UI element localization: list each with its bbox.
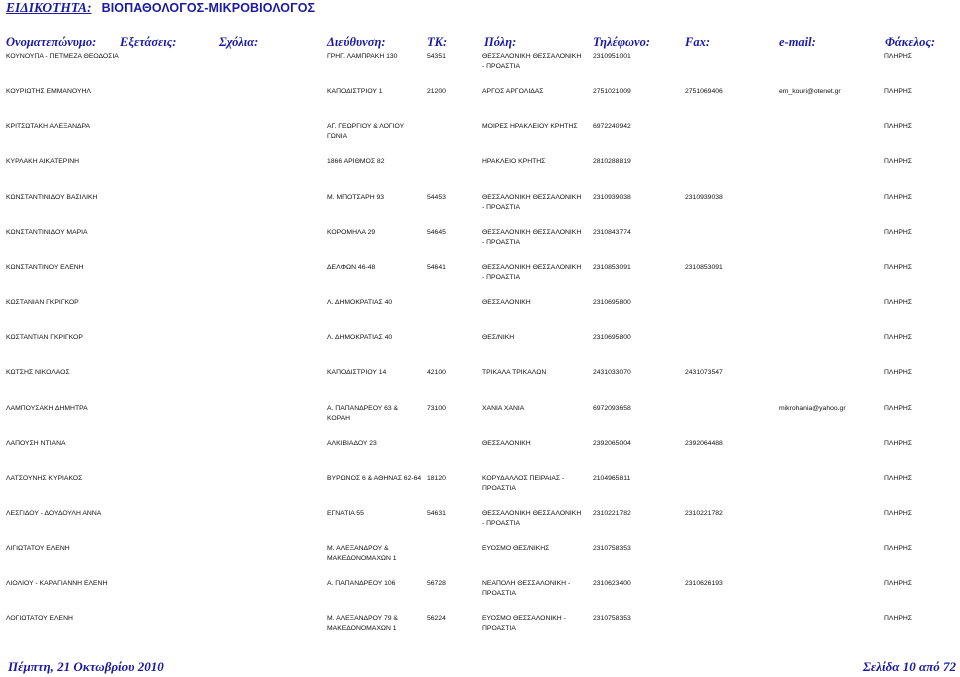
cell-city: ΕΥΟΣΜΟ ΘΕΣΣΑΛΟΝΙΚΗ - ΠΡΟΑΣΤΙΑ [482,615,566,633]
table-row [0,509,960,539]
cell-name: ΚΥΡΛΑΚΗ ΑΙΚΑΤΕΡΙΝΗ [6,158,80,166]
table-row [0,87,960,117]
cell-address: ΚΑΠΟΔΙΣΤΡΙΟΥ 1 [327,88,383,96]
cell-city: ΕΥΟΣΜΟ ΘΕΣ/ΝΙΚΗΣ [482,545,550,553]
cell-phone: 2310758353 [593,545,631,553]
cell-name: ΛΑΠΟΥΣΗ ΝΤΙΑΝΑ [6,439,66,447]
cell-phone: 6972240942 [593,123,631,131]
cell-fax: 2310626193 [685,580,723,588]
cell-tk: 54641 [427,263,446,271]
cell-folder: ΠΛΗΡΗΣ [884,369,913,377]
table-row [0,368,960,398]
cell-city: ΘΕΣΣΑΛΟΝΙΚΗ ΘΕΣΣΑΛΟΝΙΚΗ - ΠΡΟΑΣΤΙΑ [482,263,582,281]
cell-phone: 2310951001 [593,53,631,60]
cell-tk: 18120 [427,474,446,482]
col-phone-header: Τηλέφωνο: [593,35,651,49]
cell-folder: ΠΛΗΡΗΣ [884,580,913,588]
col-city-header: Πόλη: [484,35,517,49]
cell-email: em_kouri@otenet.gr [779,88,841,96]
cell-tk: 42100 [427,369,446,377]
specialty-value: ΒΙΟΠΑΘΟΛΟΓΟΣ-ΜΙΚΡΟΒΙΟΛΟΓΟΣ [101,1,316,15]
cell-folder: ΠΛΗΡΗΣ [884,509,913,517]
cell-city: ΧΑΝΙΑ ΧΑΝΙΑ [482,404,525,412]
cell-tk: 73100 [427,404,446,412]
cell-phone: 2104965811 [593,474,631,482]
cell-address: ΑΓ. ΓΕΩΡΓΙΟΥ & ΛΟΓΙΟΥ ΓΩΝΙΑ [327,123,405,141]
cell-address: Α. ΠΑΠΑΝΔΡΕΟΥ 63 & ΚΟΡΑΗ [327,404,399,422]
table-row [0,474,960,504]
cell-address: Λ. ΔΗΜΟΚΡΑΤΙΑΣ 40 [327,299,393,307]
cell-email: mikrohania@yahoo.gr [779,404,846,412]
cell-name: ΛΑΜΠΟΥΣΑΚΗ ΔΗΜΗΤΡΑ [6,404,88,412]
col-name-header: Ονοματεπώνυμο: [6,35,97,49]
cell-city: ΘΕΣΣΑΛΟΝΙΚΗ [482,439,531,447]
cell-city: ΜΟΙΡΕΣ ΗΡΑΚΛΕΙΟΥ ΚΡΗΤΗΣ [482,123,578,131]
cell-name: ΛΙΓΙΩΤΑΤΟΥ ΕΛΕΝΗ [6,545,70,553]
col-tk-header: ΤΚ: [427,35,448,49]
cell-address: ΔΕΛΦΩΝ 46-48 [327,263,376,271]
cell-address: Α. ΠΑΠΑΝΔΡΕΟΥ 106 [327,580,396,588]
cell-name: ΛΙΟΛΙΟΥ - ΚΑΡΑΓΙΑΝΝΗ ΕΛΕΝΗ [6,580,108,588]
table-row [0,579,960,609]
col-schools-header: Σχόλια: [219,35,259,49]
cell-phone: 2310758353 [593,615,631,623]
cell-folder: ΠΛΗΡΗΣ [884,545,913,553]
cell-address: ΓΡΗΓ. ΛΑΜΠΡΑΚΗ 130 [327,53,398,60]
cell-folder: ΠΛΗΡΗΣ [884,404,913,412]
cell-phone: 2310623400 [593,580,631,588]
cell-phone: 2751021009 [593,88,631,96]
cell-name: ΚΩΣΤΑΝΤΙΑΝ ΓΚΡΙΓΚΟΡ [6,334,83,342]
cell-city: ΚΟΡΥΔΑΛΛΟΣ ΠΕΙΡΑΙΑΣ - ΠΡΟΑΣΤΙΑ [482,474,565,492]
cell-city: ΗΡΑΚΛΕΙΟ ΚΡΗΤΗΣ [482,158,546,166]
cell-address: Λ. ΔΗΜΟΚΡΑΤΙΑΣ 40 [327,334,393,342]
cell-tk: 54645 [427,228,446,236]
cell-folder: ΠΛΗΡΗΣ [884,263,913,271]
cell-phone: 6972093658 [593,404,631,412]
cell-tk: 54453 [427,193,446,201]
table-row [0,228,960,258]
cell-name: ΚΡΙΤΣΩΤΑΚΗ ΑΛΕΞΑΝΔΡΑ [6,123,91,131]
cell-city: ΘΕΣ/ΝΙΚΗ [482,334,515,342]
table-row [0,544,960,574]
cell-city: ΘΕΣΣΑΛΟΝΙΚΗ ΘΕΣΣΑΛΟΝΙΚΗ - ΠΡΟΑΣΤΙΑ [482,53,582,70]
cell-folder: ΠΛΗΡΗΣ [884,299,913,307]
cell-folder: ΠΛΗΡΗΣ [884,88,913,96]
cell-phone: 2310853091 [593,263,631,271]
cell-address: 1866 ΑΡΙΘΜΟΣ 82 [327,158,385,166]
specialty-heading [6,0,315,16]
col-address-header: Διεύθυνση: [327,35,386,49]
cell-city: ΝΕΑΠΟΛΗ ΘΕΣΣΑΛΟΝΙΚΗ - ΠΡΟΑΣΤΙΑ [482,580,571,598]
cell-folder: ΠΛΗΡΗΣ [884,53,913,60]
cell-phone: 2310695800 [593,299,631,307]
cell-address: ΚΑΠΟΔΙΣΤΡΙΟΥ 14 [327,369,387,377]
cell-address: ΚΟΡΟΜΗΛΑ 29 [327,228,376,236]
cell-name: ΛΟΓΙΩΤΑΤΟΥ ΕΛΕΝΗ [6,615,73,623]
cell-tk: 54631 [427,509,446,517]
cell-name: ΚΩΝΣΤΑΝΤΙΝΙΔΟΥ ΜΑΡΙΑ [6,228,88,236]
cell-name: ΚΟΥΡΙΩΤΗΣ ΕΜΜΑΝΟΥΗΛ [6,88,91,96]
cell-address: ΑΛΚΙΒΙΑΔΟΥ 23 [327,439,377,447]
cell-fax: 2392064488 [685,439,723,447]
cell-address: ΕΓΝΑΤΙΑ 55 [327,509,364,517]
table-row [0,404,960,434]
cell-phone: 2310695800 [593,334,631,342]
cell-folder: ΠΛΗΡΗΣ [884,193,913,201]
cell-folder: ΠΛΗΡΗΣ [884,439,913,447]
cell-name: ΚΩΝΣΤΑΝΤΙΝΙΔΟΥ ΒΑΣΙΛΙΚΗ [6,193,98,201]
cell-city: ΘΕΣΣΑΛΟΝΙΚΗ ΘΕΣΣΑΛΟΝΙΚΗ - ΠΡΟΑΣΤΙΑ [482,193,582,211]
cell-folder: ΠΛΗΡΗΣ [884,615,913,623]
cell-fax: 2310939038 [685,193,723,201]
cell-city: ΤΡΙΚΑΛΑ ΤΡΙΚΑΛΩΝ [482,369,547,377]
cell-fax: 2310221782 [685,509,723,517]
cell-tk: 56224 [427,615,446,623]
table-row [0,298,960,328]
column-header-row [0,35,960,49]
col-fax-header: Fax: [685,35,710,49]
cell-tk: 21200 [427,88,446,96]
cell-fax: 2751069406 [685,88,723,96]
table-row [0,122,960,152]
cell-city: ΘΕΣΣΑΛΟΝΙΚΗ [482,299,531,307]
cell-name: ΚΟΥΝΟΥΠΑ - ΠΕΤΜΕΖΑ ΘΕΟΔΟΣΙΑ [6,53,119,60]
cell-address: ΒΥΡΩΝΟΣ 6 & ΑΘΗΝΑΣ 62-64 [327,474,422,482]
cell-phone: 2431033070 [593,369,631,377]
cell-name: ΛΑΤΣΟΥΝΗΣ ΚΥΡΙΑΚΟΣ [6,474,83,482]
cell-phone: 2310221782 [593,509,631,517]
cell-fax: 2310853091 [685,263,723,271]
cell-folder: ΠΛΗΡΗΣ [884,334,913,342]
cell-tk: 54351 [427,53,446,60]
cell-address: Μ. ΜΠΟΤΣΑΡΗ 93 [327,193,385,201]
cell-name: ΛΕΣΓΙΔΟΥ - ΔΟΥΔΟΥΛΗ ΑΝΝΑ [6,509,102,517]
cell-folder: ΠΛΗΡΗΣ [884,228,913,236]
cell-tk: 56728 [427,580,446,588]
cell-address: Μ. ΑΛΕΞΑΝΔΡΟΥ 79 & ΜΑΚΕΔΟΝΟΜΑΧΩΝ 1 [327,615,398,633]
cell-name: ΚΩΣΤΑΝΙΑΝ ΓΚΡΙΓΚΟΡ [6,299,79,307]
table-row [0,193,960,223]
cell-folder: ΠΛΗΡΗΣ [884,158,913,166]
col-email-header: e-mail: [779,35,816,49]
cell-phone: 2310843774 [593,228,631,236]
col-exams-header: Εξετάσεις: [120,35,177,49]
table-row [0,614,960,644]
cell-city: ΘΕΣΣΑΛΟΝΙΚΗ ΘΕΣΣΑΛΟΝΙΚΗ - ΠΡΟΑΣΤΙΑ [482,228,582,246]
table-row [0,439,960,469]
table-row [0,333,960,363]
specialty-label: ΕΙΔΙΚΟΤΗΤΑ: [6,0,92,15]
table-row [0,157,960,187]
cell-phone: 2310939038 [593,193,631,201]
cell-city: ΑΡΓΟΣ ΑΡΓΟΛΙΔΑΣ [482,88,544,96]
cell-phone: 2810288819 [593,158,631,166]
cell-address: Μ. ΑΛΕΞΑΝΔΡΟΥ & ΜΑΚΕΔΟΝΟΜΑΧΩΝ 1 [327,545,397,563]
cell-fax: 2431073547 [685,369,723,377]
cell-folder: ΠΛΗΡΗΣ [884,123,913,131]
cell-city: ΘΕΣΣΑΛΟΝΙΚΗ ΘΕΣΣΑΛΟΝΙΚΗ - ΠΡΟΑΣΤΙΑ [482,509,582,527]
footer-date: Πέμπτη, 21 Οκτωβρίου 2010 [8,659,164,674]
table-row [0,52,960,82]
table-row [0,263,960,293]
col-folder-header: Φάκελος: [885,35,936,49]
footer-page-number: Σελίδα 10 από 72 [862,659,956,674]
cell-phone: 2392065004 [593,439,631,447]
cell-name: ΚΩΤΣΗΣ ΝΙΚΟΛΑΟΣ [6,369,70,377]
cell-folder: ΠΛΗΡΗΣ [884,474,913,482]
page-footer [0,659,960,675]
cell-name: ΚΩΝΣΤΑΝΤΙΝΟΥ ΕΛΕΝΗ [6,263,84,271]
